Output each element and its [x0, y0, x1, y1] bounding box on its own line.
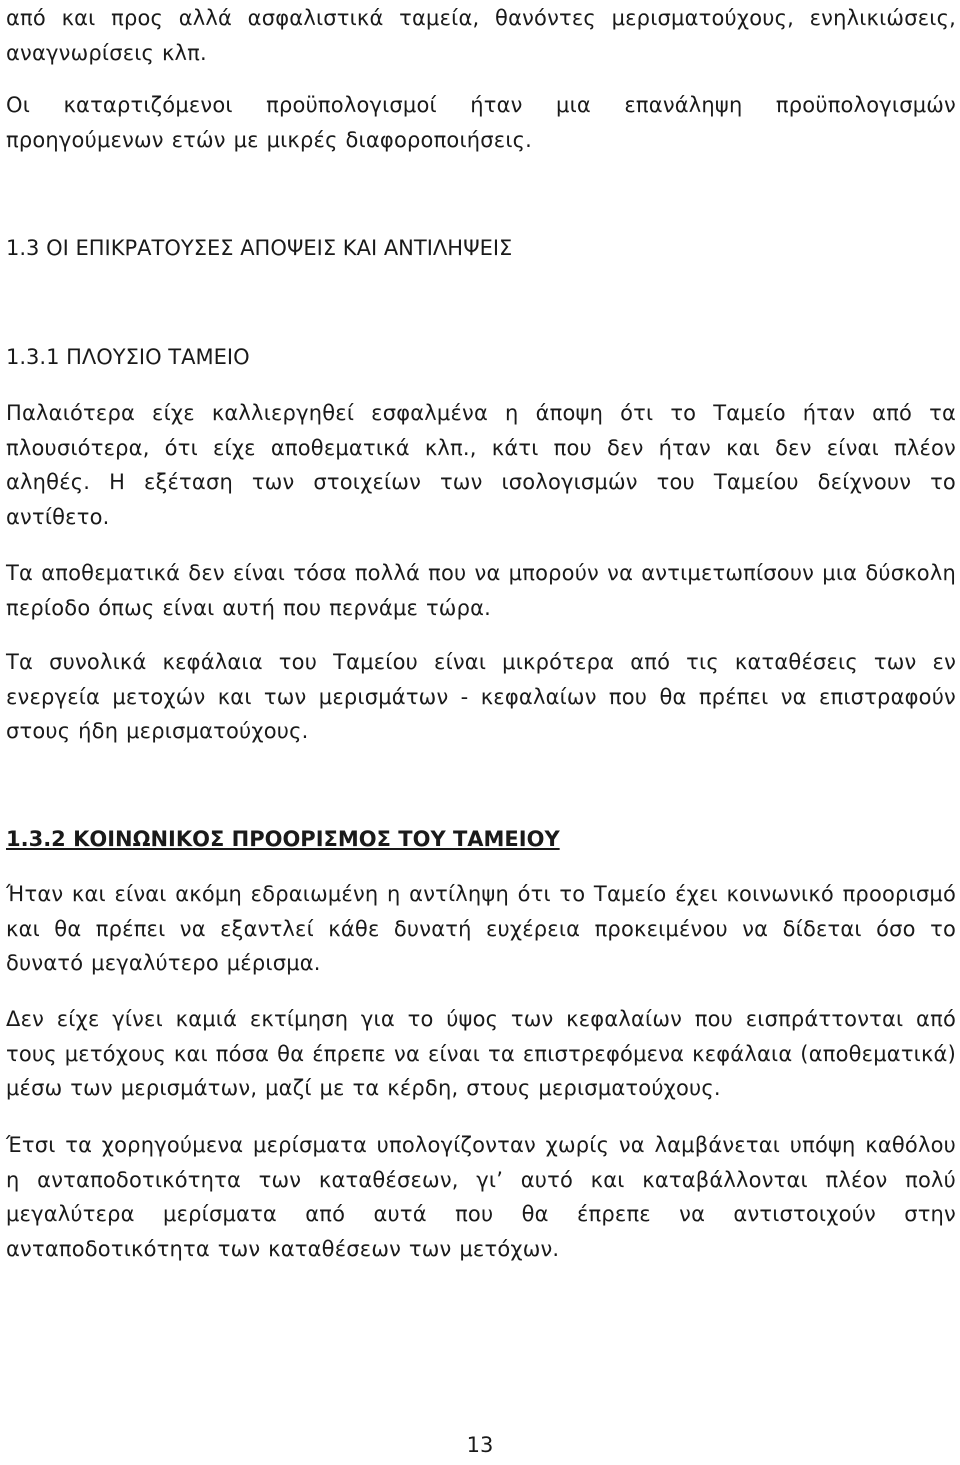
intro-paragraph-1: από και προς αλλά ασφαλιστικά ταμεία, θανόντες μερισματούχους, ενηλικιώσεις, αναγνωρίσεις κλπ. [6, 6, 956, 65]
section-1-3-1-paragraph: Τα αποθεματικά δεν είναι τόσα πολλά που να μπορούν να αντιμετωπίσουν μια δύσκολη περίοδο όπως είναι αυτή που περνάμε τώρα. [6, 561, 956, 620]
section-1-3-2-paragraph: Έτσι τα χορηγούμενα μερίσματα υπολογίζονταν χωρίς να λαμβάνεται υπόψη καθόλου η ανταποδοτικότητα των καταθέσεων, γι’ αυτό και καταβάλλονται πλέον πολύ μεγαλύτερα μερίσματα από αυτά που θα έπρεπε να αντιστοιχούν στην ανταποδοτικότητα των καταθέσεων των μετόχων. [6, 1133, 956, 1261]
intro-paragraph-2: Οι καταρτιζόμενοι προϋπολογισμοί ήταν μια επανάληψη προϋπολογισμών προηγούμενων ετών με μικρές διαφοροποιήσεις. [6, 93, 956, 152]
section-1-3-2-paragraph: Ήταν και είναι ακόμη εδραιωμένη η αντίληψη ότι το Ταμείο έχει κοινωνικό προορισμό και θα πρέπει να εξαντλεί κάθε δυνατή ευχέρεια προκειμένου να δίδεται όσο το δυνατό μεγαλύτερο μέρισμα. [6, 882, 956, 975]
section-1-3-1-heading: 1.3.1 ΠΛΟΥΣΙΟ ΤΑΜΕΙΟ [6, 345, 250, 369]
section-1-3-heading: 1.3 ΟΙ ΕΠΙΚΡΑΤΟΥΣΕΣ ΑΠΟΨΕΙΣ ΚΑΙ ΑΝΤΙΛΗΨΕΙΣ [6, 236, 513, 260]
section-1-3-1-paragraph: Τα συνολικά κεφάλαια του Ταμείου είναι μικρότερα από τις καταθέσεις των εν ενεργεία μετοχών και των μερισμάτων - κεφαλαίων που θα πρέπει να επιστραφούν στους ήδη μερισματούχους. [6, 650, 956, 743]
section-1-3-2-paragraph: Δεν είχε γίνει καμιά εκτίμηση για το ύψος των κεφαλαίων που εισπράττονται από τους μετόχους και πόσα θα έπρεπε να είναι τα επιστρεφόμενα κεφάλαια (αποθεματικά) μέσω των μερισμάτων, μαζί με τα κέρδη, στους μερισματούχους. [6, 1007, 956, 1100]
page-number: 13 [466, 1433, 494, 1457]
section-1-3-1-paragraph: Παλαιότερα είχε καλλιεργηθεί εσφαλμένα η άποψη ότι το Ταμείο ήταν από τα πλουσιότερα, ότι είχε αποθεματικά κλπ., κάτι που δεν ήταν και δεν είναι πλέον αληθές. Η εξέταση των στοιχείων των ισολογισμών του Ταμείου δείχνουν το αντίθετο. [6, 401, 956, 529]
section-1-3-2-heading: 1.3.2 ΚΟΙΝΩΝΙΚΟΣ ΠΡΟΟΡΙΣΜΟΣ ΤΟΥ ΤΑΜΕΙΟΥ [6, 827, 560, 851]
